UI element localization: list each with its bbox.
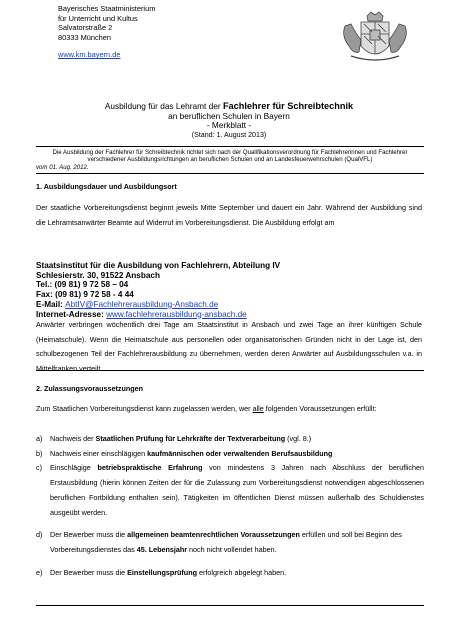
- divider: [36, 370, 424, 371]
- internet-link[interactable]: www.fachlehrerausbildung-ansbach.de: [106, 309, 247, 319]
- address-line: für Unterricht und Kultus: [58, 13, 138, 23]
- coat-of-arms-icon: [337, 10, 413, 68]
- item-text: Nachweis der: [50, 434, 96, 443]
- item-bold: betriebspraktische Erfahrung: [97, 463, 203, 473]
- item-text: (vgl. 8.): [285, 434, 312, 443]
- address-line: 80333 München: [58, 32, 112, 42]
- list-label: b): [36, 448, 43, 458]
- list-label: d): [36, 530, 43, 540]
- section-heading: 1. Ausbildungsdauer und Ausbildungsort: [36, 182, 177, 191]
- item-bold: Staatlichen Prüfung für Lehrkräfte der Textverarbeitung: [95, 434, 286, 443]
- list-item: [36, 447, 424, 462]
- list-label: e): [36, 567, 43, 577]
- ministry-address: [58, 4, 155, 60]
- address-line: Bayerisches Staatministerium: [58, 4, 156, 13]
- internet-label: Internet-Adresse:: [36, 309, 107, 319]
- intro-text: Die Ausbildung der Fachlehrer für Schreibtechnik richtet sich nach der Qualifikationsverordnung für Fachlehrerinnen und Fachlehrer verschiedener Ausbildungsrichtungen an beruflichen Schulen und an Landesfeuerwehrschulen (QualVFL): [52, 149, 408, 164]
- item-text: erfüllen und soll bei Beginn des Vorbereitungsdienstes das: [50, 530, 402, 554]
- requirements-emphasis: alle: [252, 404, 264, 413]
- list-item: [36, 461, 424, 520]
- institute-name: Staatsinstitut für die Ausbildung von Fachlehrern, Abteilung IV: [36, 261, 281, 270]
- item-bold: kaufmännischen oder verwaltenden Berufsausbildung: [147, 448, 333, 458]
- list-label: c): [36, 463, 42, 473]
- item-text: Einschlägige: [50, 463, 98, 473]
- title-line: an beruflichen Schulen in Bayern: [168, 110, 290, 121]
- divider: [36, 173, 424, 174]
- paragraph: [36, 402, 422, 417]
- list-label: a): [36, 434, 43, 443]
- item-bold: 45. Lebensjahr: [136, 544, 188, 554]
- intro-date: vom 01. Aug. 2012.: [36, 163, 89, 171]
- item-text: Der Bewerber muss die: [50, 567, 128, 577]
- institute-phone: Tel.: (09 81) 9 72 58 – 04: [36, 280, 129, 290]
- email-link[interactable]: AbtIV@Fachlehrerausbildung-Ansbach.de: [65, 299, 219, 309]
- paragraph: Anwärter verbringen wöchentlich drei Tage am Staatsinstitut in Ansbach und zwei Tage an ihrer künftigen Schule (Heimatschule). Wenn die Heimatschule aus personellen oder organisatorischen Gründen nicht in der Lage ist, den schulbezogenen Teil der Fachlehrerausbildung zu übernehmen, werden deren Anwärter auf Ausbildungsschulen v.a. in Mittelfranken verteilt.: [36, 320, 422, 374]
- divider: [36, 146, 424, 147]
- requirements-list: [36, 432, 424, 580]
- institute-fax: Fax: (09 81) 9 72 58 - 4 44: [36, 290, 134, 300]
- divider: [36, 605, 424, 606]
- item-text: Nachweis einer einschlägigen: [50, 448, 148, 458]
- item-bold: Einstellungsprüfung: [127, 567, 197, 577]
- item-text: erfolgreich abgelegt haben.: [196, 567, 287, 577]
- section-heading: 2. Zulassungsvoraussetzungen: [36, 384, 144, 393]
- requirements-intro: Zum Staatlichen Vorbereitungsdienst kann zugelassen werden, wer: [36, 404, 253, 413]
- title-date: (Stand: 1. August 2013): [191, 130, 267, 139]
- address-line: Salvatorstraße 2: [58, 23, 113, 33]
- title-line: - Merkblatt -: [206, 120, 252, 131]
- intro-note: [36, 149, 424, 171]
- requirements-intro-end: folgenden Voraussetzungen erfüllt:: [263, 404, 377, 413]
- document-title: [36, 102, 422, 140]
- ministry-website-link[interactable]: www.km.bayern.de: [58, 50, 121, 60]
- item-bold: allgemeinen beamtenrechtlichen Voraussetzungen: [127, 530, 300, 540]
- email-label: E-Mail:: [36, 299, 66, 309]
- paragraph: Der staatliche Vorbereitungsdienst beginnt jeweils Mitte September und dauert ein Jahr. Während der Ausbildung sind die Lehramtsanwärter Beamte auf Widerruf im Vorbereitungsdienst. Die Ausbildung erfolgt am: [36, 203, 422, 227]
- list-item: [36, 566, 424, 581]
- institute-street: Schlesierstr. 30, 91522 Ansbach: [36, 270, 160, 280]
- title-subject: Fachlehrer für Schreibtechnik: [222, 101, 354, 111]
- item-text: Der Bewerber muss die: [50, 530, 128, 540]
- list-item: [36, 432, 424, 447]
- title-prefix: Ausbildung für das Lehramt der: [104, 101, 223, 111]
- institute-contact: [36, 261, 280, 319]
- list-item: [36, 528, 424, 557]
- item-text: von mindestens 3 Jahren nach Abschluss der beruflichen Erstausbildung (hierin können Zeiten der für die Zulassung zum Vorbereitungsdienst notwendigen abgeschlossenen beruflichen Fortbildung enthalten sein). Tätigkeiten im öffentlichen Dienst müssen außerhalb des Schuldienstes ausgeübt werden.: [50, 463, 424, 517]
- item-text: noch nicht vollendet haben.: [187, 544, 277, 554]
